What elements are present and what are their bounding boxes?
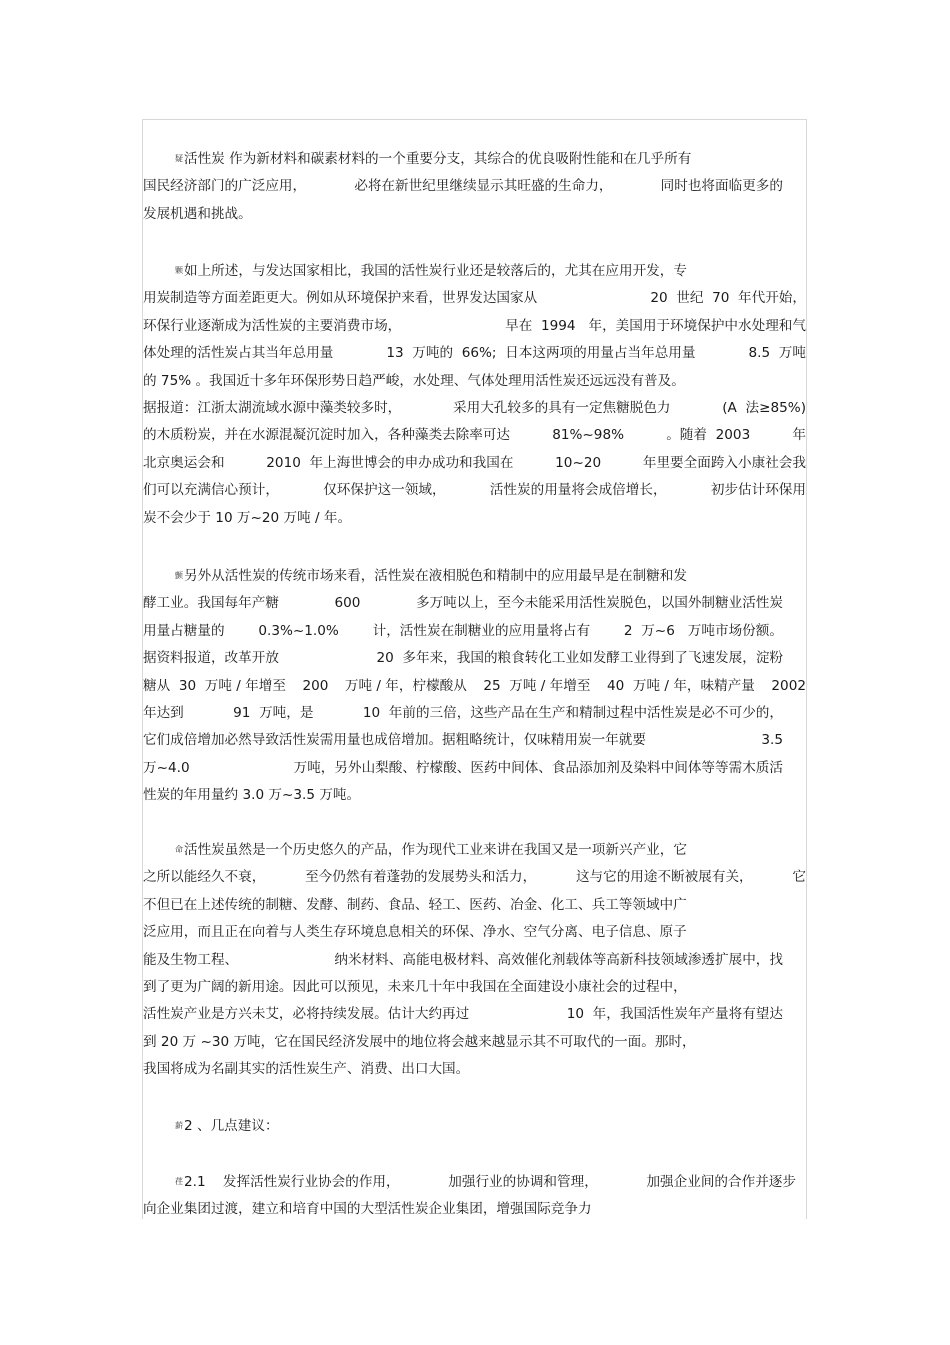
text-segment: 同时也将面临更多的 [660, 178, 783, 195]
paragraph-line [143, 288, 808, 308]
paragraph-line [143, 867, 808, 887]
text-segment: 能及生物工程、 [143, 951, 239, 968]
text-segment: 年达到 [143, 705, 184, 721]
text-segment: 泛应用，而且正在向着与人类生存环境息息相关的环保、净水、空气分离、电子信息、原子 [143, 924, 687, 941]
text-segment: 的 75% 。我国近十多年环保形势日趋严峻，水处理、气体处理用活性炭还远远没有普及。 [143, 372, 685, 389]
text-segment: 20 世纪 70 年代开始， [650, 290, 806, 307]
text-segment: 早在 1994 年，美国用于环境保护中水处理和气 [505, 317, 806, 334]
text-segment: 之所以能经久不衰， [143, 869, 266, 886]
text-segment: 加强企业间的合作并逐步 [646, 1174, 796, 1190]
text-segment: 糖从 30 万吨 / 年增至 [143, 677, 286, 694]
text-segment: 加强行业的协调和管理， [448, 1174, 598, 1190]
paragraph-line [143, 1059, 808, 1079]
paragraph-line [143, 922, 808, 942]
text-segment: 仅环保护这一领域， [323, 482, 446, 499]
text-segment: 10 年前的三倍，这些产品在生产和精制过程中活性炭是必不可少的， [362, 705, 783, 721]
text-segment: 据资料报道，改革开放 [143, 650, 279, 667]
paragraph-line [143, 648, 808, 668]
text-segment: 2002 [771, 677, 806, 694]
text-segment: 0.3%~1.0% [258, 622, 339, 639]
paragraph-marker: 颗 [175, 266, 183, 275]
text-segment: 活性炭 作为新材料和碳素材料的一个重要分支，其综合的优良吸附性能和在几乎所有 [184, 151, 692, 167]
text-segment: 年里要全面跨入小康社会我 [642, 454, 806, 471]
text-segment: 万吨 / 年，柠檬酸从 [344, 677, 467, 694]
text-segment: 的木质粉炭，并在水源混凝沉淀时加入，各种藻类去除率可达 [143, 427, 511, 444]
text-segment: 发展机遇和挑战。 [143, 205, 252, 222]
text-segment: 酵工业。我国每年产糖 [143, 595, 279, 612]
paragraph-line [143, 950, 808, 970]
paragraph-line [143, 343, 808, 363]
paragraph-line [143, 621, 808, 641]
paragraph-line [143, 398, 808, 418]
text-segment: 初步估计环保用 [710, 482, 806, 499]
paragraph-line [143, 593, 808, 613]
paragraph-first-line [175, 1172, 808, 1192]
paragraph-first-line [175, 261, 808, 281]
paragraph-marker: 颤 [175, 571, 183, 580]
text-segment: 81%~98% [552, 427, 625, 444]
text-segment: 至今仍然有着蓬勃的发展势头和活力， [305, 869, 537, 886]
paragraph-line [143, 508, 808, 528]
text-segment: 到 20 万 ~30 万吨，它在国民经济发展中的地位将会越来越显示其不可取代的一面。那时， [143, 1033, 696, 1050]
text-segment: 2 、几点建议： [184, 1118, 279, 1134]
text-segment: 它 [792, 869, 806, 886]
paragraph-marker: 疑 [175, 154, 183, 163]
paragraph-line [143, 730, 808, 750]
text-segment: 计，活性炭在制糖业的应用量将占有 [372, 622, 591, 639]
paragraph-first-line [175, 566, 808, 586]
paragraph-line [143, 977, 808, 997]
text-segment: 必将在新世纪里继续显示其旺盛的生命力， [354, 178, 613, 195]
text-segment: 600 [334, 595, 361, 612]
text-segment: 万吨，另外山梨酸、柠檬酸、医药中间体、食品添加剂及染料中间体等等需木质活 [293, 759, 783, 776]
paragraph-line [143, 1004, 808, 1024]
page-frame [142, 119, 807, 1219]
text-segment: 3.5 [761, 732, 783, 749]
paragraph-line [143, 895, 808, 915]
text-segment: 北京奥运会和 [143, 454, 225, 471]
text-segment: 年 [792, 427, 806, 444]
text-segment: 性炭的年用量约 3.0 万~3.5 万吨。 [143, 787, 361, 804]
paragraph-line [143, 758, 808, 778]
paragraph-first-line [175, 1116, 808, 1136]
paragraph-line [143, 1199, 808, 1219]
text-segment: 炭不会少于 10 万~20 万吨 / 年。 [143, 509, 352, 526]
text-segment: 8.5 万吨 [748, 345, 806, 362]
text-segment: 它们成倍增加必然导致活性炭需用量也成倍增加。据粗略统计，仅味精用炭一年就要 [143, 732, 646, 749]
paragraph-marker: 命 [175, 845, 183, 854]
text-segment: 向企业集团过渡，建立和培育中国的大型活性炭企业集团，增强国际竞争力 [143, 1201, 592, 1218]
text-segment: 这与它的用途不断被展有关， [575, 869, 753, 886]
text-segment: 采用大孔较多的具有一定焦糖脱色力 [453, 400, 671, 416]
text-segment: 20 多年来，我国的粮食转化工业如发酵工业得到了飞速发展，淀粉 [376, 650, 783, 667]
paragraph-line [143, 785, 808, 805]
text-segment: 另外从活性炭的传统市场来看，活性炭在液相脱色和精制中的应用最早是在制糖和发 [184, 568, 687, 584]
paragraph-line [143, 425, 808, 445]
text-segment: 环保行业逐渐成为活性炭的主要消费市场， [143, 317, 402, 334]
text-segment: 2010 年上海世博会的申办成功和我国在 [266, 454, 514, 471]
text-segment: 13 万吨的 66%; 日本这两项的用量占当年总用量 [386, 345, 696, 362]
text-segment: 用炭制造等方面差距更大。例如从环境保护来看，世界发达国家从 [143, 290, 538, 307]
text-segment: 国民经济部门的广泛应用， [143, 178, 307, 195]
text-segment: 用量占糖量的 [143, 622, 225, 639]
paragraph-line [143, 676, 808, 696]
text-segment: 25 万吨 / 年增至 [483, 677, 591, 694]
paragraph-first-line [175, 149, 808, 169]
paragraph-line [143, 703, 808, 723]
paragraph-line [143, 453, 808, 473]
text-segment: 如上所述，与发达国家相比，我国的活性炭行业还是较落后的，尤其在应用开发，专 [184, 263, 687, 279]
paragraph-line [143, 1032, 808, 1052]
text-segment: 10 年，我国活性炭年产量将有望达 [566, 1006, 783, 1023]
text-segment: 万~4.0 [143, 759, 190, 776]
paragraph-marker: 荏 [175, 1177, 183, 1186]
text-segment: 体处理的活性炭占其当年总用量 [143, 345, 334, 362]
text-segment: 91 万吨，是 [233, 705, 314, 721]
text-segment: 。随着 2003 [666, 427, 751, 444]
text-segment: 活性炭的用量将会成倍增长， [489, 482, 667, 499]
text-segment: 不但已在上述传统的制糖、发酵、制药、食品、轻工、医药、冶金、化工、兵工等领域中广 [143, 896, 687, 913]
text-segment: 40 万吨 / 年，味精产量 [606, 677, 755, 694]
paragraph-marker: 薪 [175, 1121, 183, 1130]
text-segment: 活性炭产业是方兴未艾，必将持续发展。估计大约再过 [143, 1006, 470, 1023]
text-segment: 200 [302, 677, 329, 694]
text-segment: 2.1 发挥活性炭行业协会的作用， [184, 1174, 400, 1190]
paragraph-first-line [175, 840, 808, 860]
text-segment: 据报道：江浙太湖流域水源中藻类较多时， [143, 400, 402, 416]
text-segment: 我国将成为名副其实的活性炭生产、消费、出口大国。 [143, 1061, 470, 1078]
paragraph-line [143, 480, 808, 500]
paragraph-line [143, 316, 808, 336]
text-segment: 多万吨以上，至今未能采用活性炭脱色，以国外制糖业活性炭 [415, 595, 783, 612]
paragraph-line [143, 176, 808, 196]
text-segment: 活性炭虽然是一个历史悠久的产品，作为现代工业来讲在我国又是一项新兴产业，它 [184, 842, 687, 858]
paragraph-line [143, 371, 808, 391]
paragraph-line [143, 204, 808, 224]
text-segment: (A 法≥85%) [722, 400, 806, 416]
text-segment: 纳米材料、高能电极材料、高效催化剂载体等高新科技领域渗透扩展中，找 [334, 951, 783, 968]
text-segment: 们可以充满信心预计， [143, 482, 279, 499]
text-segment: 2 万~6 万吨市场份额。 [623, 622, 783, 639]
text-segment: 到了更为广阔的新用途。因此可以预见，未来几十年中我国在全面建设小康社会的过程中， [143, 979, 687, 995]
text-segment: 10~20 [555, 454, 602, 471]
